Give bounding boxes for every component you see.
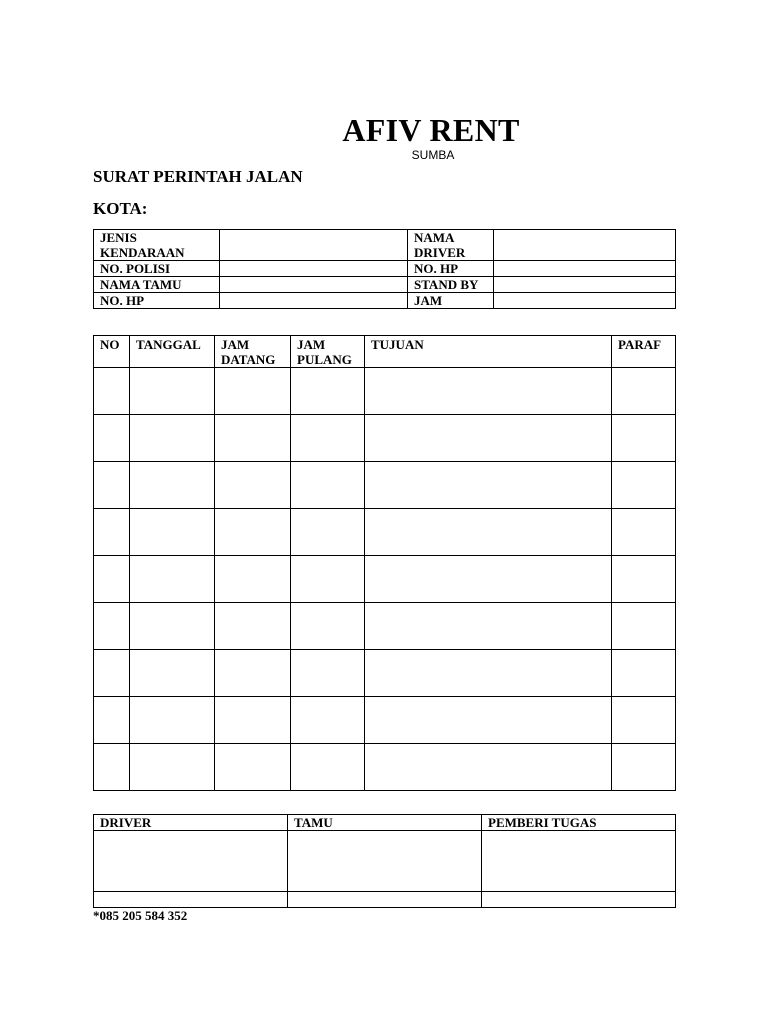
cell-tujuan[interactable] — [365, 462, 612, 509]
cell-tanggal[interactable] — [130, 744, 215, 791]
info-label: JENIS KENDARAAN — [94, 230, 220, 261]
info-row — [94, 277, 676, 293]
info-value-field[interactable] — [494, 261, 676, 277]
cell-jam-datang[interactable] — [215, 744, 291, 791]
info-value-field[interactable] — [494, 277, 676, 293]
cell-jam-datang[interactable] — [215, 697, 291, 744]
header-pemberi-tugas: PEMBERI TUGAS — [482, 815, 676, 831]
vehicle-info-table — [93, 229, 676, 309]
trip-log-row — [94, 415, 676, 462]
cell-tujuan[interactable] — [365, 650, 612, 697]
driver-signature-field[interactable] — [94, 831, 288, 892]
cell-jam-datang[interactable] — [215, 603, 291, 650]
cell-tujuan[interactable] — [365, 509, 612, 556]
cell-jam-datang[interactable] — [215, 462, 291, 509]
info-value-field[interactable] — [494, 293, 676, 309]
signature-name-row — [94, 892, 676, 908]
header-no: NO — [94, 336, 130, 368]
trip-log-row — [94, 368, 676, 415]
tamu-signature-field[interactable] — [288, 831, 482, 892]
info-value-field[interactable] — [220, 261, 408, 277]
cell-jam-datang[interactable] — [215, 368, 291, 415]
cell-jam-datang[interactable] — [215, 415, 291, 462]
header-paraf: PARAF — [612, 336, 676, 368]
cell-tujuan[interactable] — [365, 603, 612, 650]
cell-no[interactable] — [94, 556, 130, 603]
cell-jam-datang[interactable] — [215, 556, 291, 603]
trip-log-row — [94, 603, 676, 650]
info-label: NO. HP — [94, 293, 220, 309]
header-jam-datang: JAM DATANG — [215, 336, 291, 368]
trip-log-row — [94, 509, 676, 556]
cell-tujuan[interactable] — [365, 556, 612, 603]
pemberi-tugas-name-field[interactable] — [482, 892, 676, 908]
cell-tanggal[interactable] — [130, 697, 215, 744]
cell-tujuan[interactable] — [365, 697, 612, 744]
cell-no[interactable] — [94, 744, 130, 791]
cell-no[interactable] — [94, 415, 130, 462]
cell-jam-datang[interactable] — [215, 509, 291, 556]
cell-jam-pulang[interactable] — [291, 462, 365, 509]
driver-name-field[interactable] — [94, 892, 288, 908]
cell-no[interactable] — [94, 603, 130, 650]
pemberi-tugas-signature-field[interactable] — [482, 831, 676, 892]
signature-table — [93, 814, 676, 908]
cell-paraf[interactable] — [612, 697, 676, 744]
cell-tanggal[interactable] — [130, 368, 215, 415]
cell-tanggal[interactable] — [130, 462, 215, 509]
cell-paraf[interactable] — [612, 368, 676, 415]
trip-log-row — [94, 744, 676, 791]
cell-jam-pulang[interactable] — [291, 744, 365, 791]
cell-no[interactable] — [94, 509, 130, 556]
header-driver: DRIVER — [94, 815, 288, 831]
header-tamu: TAMU — [288, 815, 482, 831]
cell-jam-pulang[interactable] — [291, 509, 365, 556]
info-row — [94, 293, 676, 309]
signature-space-row — [94, 831, 676, 892]
cell-paraf[interactable] — [612, 415, 676, 462]
cell-paraf[interactable] — [612, 603, 676, 650]
cell-tanggal[interactable] — [130, 603, 215, 650]
cell-tanggal[interactable] — [130, 509, 215, 556]
header-jam-pulang: JAM PULANG — [291, 336, 365, 368]
cell-jam-pulang[interactable] — [291, 415, 365, 462]
info-label: JAM — [408, 293, 494, 309]
tamu-name-field[interactable] — [288, 892, 482, 908]
company-title: AFIV RENT — [342, 112, 520, 148]
trip-log-row — [94, 697, 676, 744]
trip-log-row — [94, 462, 676, 509]
info-label: STAND BY — [408, 277, 494, 293]
cell-no[interactable] — [94, 368, 130, 415]
trip-log-header-row — [94, 336, 676, 368]
contact-number: *085 205 584 352 — [93, 908, 188, 923]
info-label: NAMA TAMU — [94, 277, 220, 293]
cell-no[interactable] — [94, 697, 130, 744]
cell-tanggal[interactable] — [130, 556, 215, 603]
cell-jam-pulang[interactable] — [291, 603, 365, 650]
info-label: NO. HP — [408, 261, 494, 277]
cell-tanggal[interactable] — [130, 415, 215, 462]
trip-log-row — [94, 556, 676, 603]
cell-tujuan[interactable] — [365, 744, 612, 791]
cell-paraf[interactable] — [612, 556, 676, 603]
cell-jam-pulang[interactable] — [291, 556, 365, 603]
cell-jam-pulang[interactable] — [291, 368, 365, 415]
info-label: NAMA DRIVER — [408, 230, 494, 261]
header-tanggal: TANGGAL — [130, 336, 215, 368]
header-tujuan: TUJUAN — [365, 336, 612, 368]
signature-header-row — [94, 815, 676, 831]
cell-jam-pulang[interactable] — [291, 697, 365, 744]
info-label: NO. POLISI — [94, 261, 220, 277]
cell-no[interactable] — [94, 650, 130, 697]
cell-jam-pulang[interactable] — [291, 650, 365, 697]
cell-paraf[interactable] — [612, 509, 676, 556]
cell-jam-datang[interactable] — [215, 650, 291, 697]
city-label: KOTA: — [93, 199, 148, 218]
cell-tujuan[interactable] — [365, 368, 612, 415]
company-location: SUMBA — [411, 148, 455, 162]
info-value-field[interactable] — [494, 230, 676, 261]
info-row — [94, 261, 676, 277]
trip-log-row — [94, 650, 676, 697]
cell-paraf[interactable] — [612, 650, 676, 697]
cell-paraf[interactable] — [612, 744, 676, 791]
info-value-field[interactable] — [220, 230, 408, 261]
cell-tujuan[interactable] — [365, 415, 612, 462]
info-row — [94, 230, 676, 261]
trip-log-table — [93, 335, 676, 791]
cell-no[interactable] — [94, 462, 130, 509]
info-value-field[interactable] — [220, 277, 408, 293]
document-title: SURAT PERINTAH JALAN — [93, 167, 303, 186]
info-value-field[interactable] — [220, 293, 408, 309]
cell-paraf[interactable] — [612, 462, 676, 509]
cell-tanggal[interactable] — [130, 650, 215, 697]
